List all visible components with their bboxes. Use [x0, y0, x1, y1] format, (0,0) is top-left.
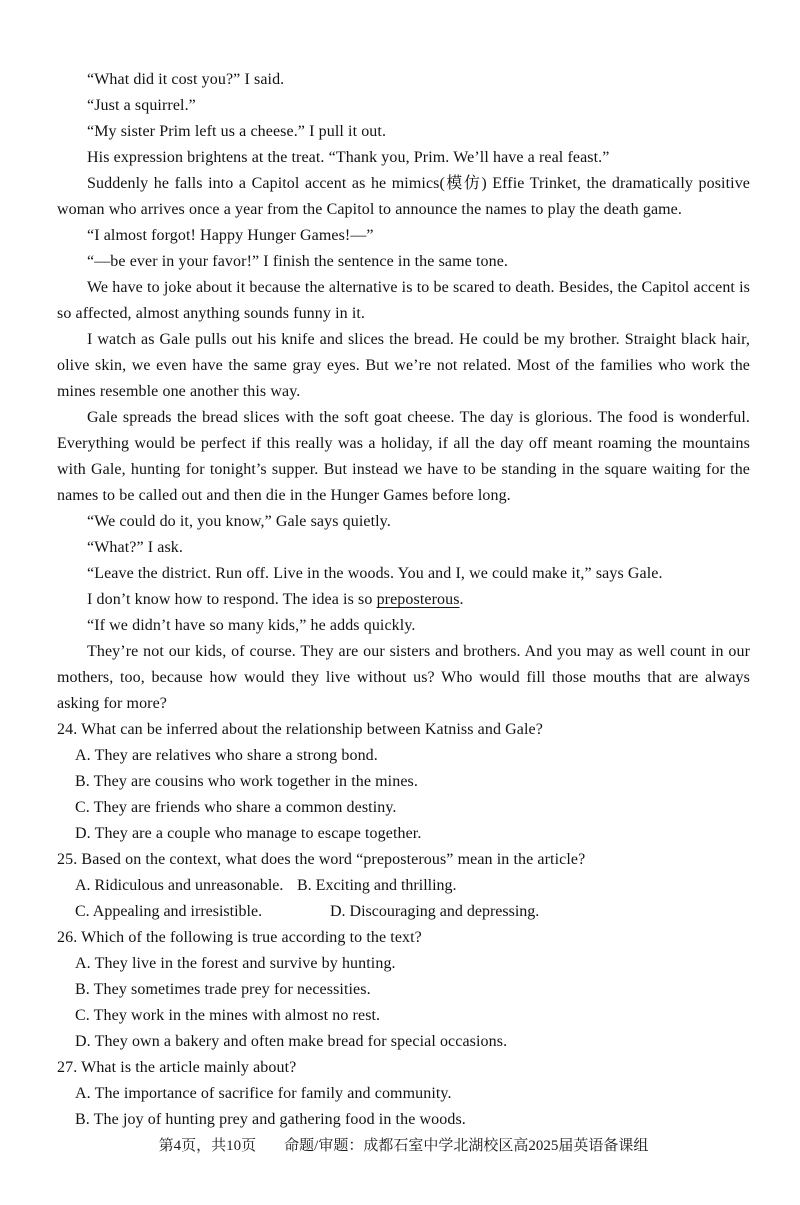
- option-item: A. The importance of sacrifice for family and community.: [75, 1085, 452, 1102]
- question-number: 26.: [57, 929, 78, 946]
- paragraph-text-after: .: [459, 591, 464, 608]
- option-item: B. They sometimes trade prey for necessities.: [75, 981, 371, 998]
- passage-paragraph: “What?” I ask.: [87, 539, 184, 556]
- option-item: C. They work in the mines with almost no rest.: [75, 1007, 381, 1024]
- question-options: [57, 951, 750, 1055]
- question-options: [57, 1081, 750, 1133]
- passage-paragraph: “We could do it, you know,” Gale says quietly.: [87, 513, 391, 530]
- option-item: A. Ridiculous and unreasonable.: [75, 877, 284, 894]
- footer-setter-info: 命题/审题：成都石室中学北湖校区高2025届英语备课组: [284, 1138, 649, 1154]
- option-item: D. They are a couple who manage to escape together.: [75, 825, 422, 842]
- footer-page-number: 第4页，共10页: [158, 1138, 257, 1154]
- paragraph-text-before: I don’t know how to respond. The idea is so: [87, 591, 377, 608]
- option-item: A. They are relatives who share a strong bond.: [75, 747, 378, 764]
- question-text: What can be inferred about the relationship between Katniss and Gale?: [81, 721, 543, 738]
- question-number: 25.: [57, 851, 78, 868]
- question-number: 24.: [57, 721, 78, 738]
- option-item: B. They are cousins who work together in the mines.: [75, 773, 418, 790]
- passage-paragraph: “Leave the district. Run off. Live in the woods. You and I, we could make it,” says Gale.: [87, 565, 663, 582]
- question-stem: [57, 925, 750, 951]
- passage-paragraph: Gale spreads the bread slices with the soft goat cheese. The day is glorious. The food is wonderful. Everything would be perfect if this really was a holiday, if all the day off meant roaming the mountains with Gale, hunting for tonight’s supper. But instead we have to be standing in the square waiting for the names to be called out and then die in the Hunger Games before long.: [57, 409, 750, 504]
- passage-paragraph: “Just a squirrel.”: [87, 97, 196, 114]
- passage-paragraph: We have to joke about it because the alternative is to be scared to death. Besides, the Capitol accent is so affected, almost anything sounds funny in it.: [57, 279, 750, 322]
- option-item: C. They are friends who share a common destiny.: [75, 799, 397, 816]
- option-item: B. Exciting and thrilling.: [297, 877, 457, 894]
- page-footer: [57, 1133, 750, 1159]
- question-options: [57, 873, 750, 925]
- option-item: C. Appealing and irresistible.: [75, 903, 263, 920]
- question-text: Based on the context, what does the word “preposterous” mean in the article?: [81, 851, 586, 868]
- question-stem: [57, 1055, 750, 1081]
- passage-paragraph: They’re not our kids, of course. They are our sisters and brothers. And you may as well count in our mothers, too, because how would they live without us? Who would fill those mouths that are always asking for more?: [57, 643, 750, 712]
- passage-paragraph: His expression brightens at the treat. “Thank you, Prim. We’ll have a real feast.”: [87, 149, 610, 166]
- passage-paragraph: “What did it cost you?” I said.: [87, 71, 285, 88]
- option-row: [75, 899, 750, 925]
- passage-paragraph: I watch as Gale pulls out his knife and slices the bread. He could be my brother. Straight black hair, olive skin, we even have the same gray eyes. But we’re not related. Most of the families who work the mines resemble one another this way.: [57, 331, 750, 400]
- underlined-word: preposterous: [376, 591, 460, 608]
- question-number: 27.: [57, 1059, 78, 1076]
- question-text: Which of the following is true according to the text?: [81, 929, 422, 946]
- passage-paragraph: “My sister Prim left us a cheese.” I pull it out.: [87, 123, 387, 140]
- option-item: D. They own a bakery and often make bread for special occasions.: [75, 1033, 508, 1050]
- option-item: D. Discouraging and depressing.: [330, 903, 540, 920]
- question-25: [57, 847, 750, 925]
- passage-paragraph: Suddenly he falls into a Capitol accent as he mimics(模仿) Effie Trinket, the dramatically positive woman who arrives once a year from the Capitol to announce the names to play the death game.: [57, 175, 750, 218]
- question-text: What is the article mainly about?: [81, 1059, 297, 1076]
- question-24: [57, 717, 750, 847]
- reading-passage: [57, 67, 750, 717]
- question-26: [57, 925, 750, 1055]
- passage-paragraph: “If we didn’t have so many kids,” he adds quickly.: [87, 617, 416, 634]
- question-options: [57, 743, 750, 847]
- passage-paragraph-with-underline: [57, 587, 750, 613]
- question-27: [57, 1055, 750, 1133]
- passage-paragraph: “I almost forgot! Happy Hunger Games!—”: [87, 227, 374, 244]
- question-stem: [57, 847, 750, 873]
- question-stem: [57, 717, 750, 743]
- option-row: [75, 873, 750, 899]
- option-item: B. The joy of hunting prey and gathering food in the woods.: [75, 1111, 466, 1128]
- option-item: A. They live in the forest and survive by hunting.: [75, 955, 396, 972]
- passage-paragraph: “—be ever in your favor!” I finish the sentence in the same tone.: [87, 253, 509, 270]
